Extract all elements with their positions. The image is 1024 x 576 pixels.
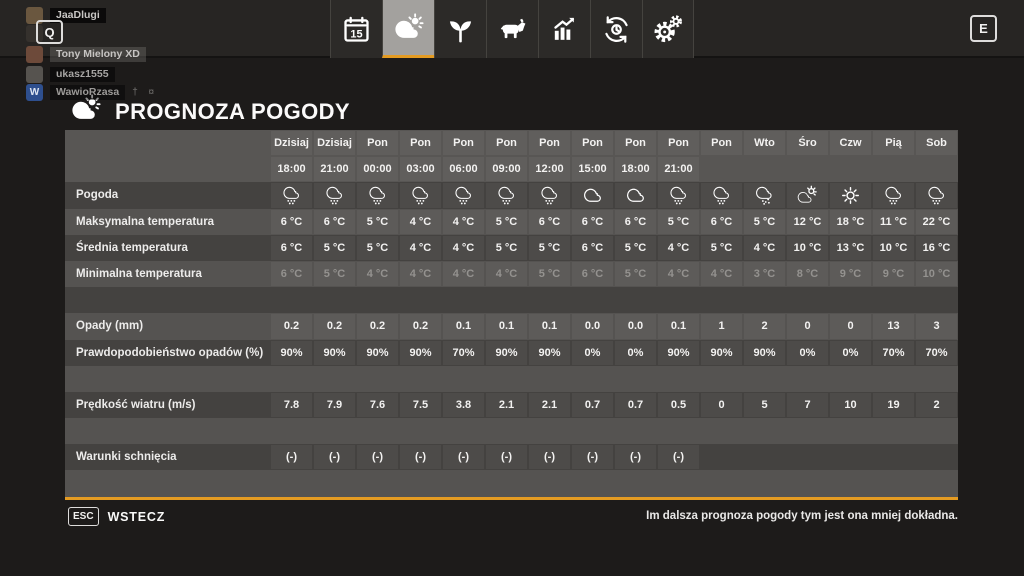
col-day-header: Sob [916, 131, 957, 155]
forecast-row-precipitation-probability [65, 340, 958, 366]
weather-icon [393, 12, 425, 44]
avg-temp-cell: 6 °C [572, 236, 613, 260]
col-day-header: Pią [873, 131, 914, 155]
precipitation-cell: 0 [787, 314, 828, 338]
col-time-header: 03:00 [400, 157, 441, 181]
player-avatar: W [26, 84, 43, 101]
wind-speed-cell: 2.1 [486, 393, 527, 417]
max-temp-cell: 5 °C [744, 210, 785, 234]
day-header-row [65, 130, 958, 156]
drying-conditions-cell [873, 445, 914, 469]
player-status-icons: † ¤ [132, 86, 159, 98]
max-temp-cell: 6 °C [271, 210, 312, 234]
tab-calendar[interactable] [330, 0, 382, 58]
avg-temp-cell: 5 °C [701, 236, 742, 260]
precipitation-cell: 0 [830, 314, 871, 338]
drying-conditions-cell: (-) [486, 445, 527, 469]
drying-conditions-cell [744, 445, 785, 469]
player-name: ukasz1555 [50, 67, 115, 82]
wind-speed-cell: 7.6 [357, 393, 398, 417]
row-label: Prędkość wiatru (m/s) [76, 398, 196, 411]
precipitation-cell: 0.1 [443, 314, 484, 338]
col-time-header [744, 157, 785, 181]
back-label: WSTECZ [107, 509, 166, 524]
tab-animals[interactable] [486, 0, 538, 58]
forecast-row-drying-conditions [65, 444, 958, 470]
col-day-header: Wto [744, 131, 785, 155]
avg-temp-cell: 4 °C [658, 236, 699, 260]
avg-temp-cell: 13 °C [830, 236, 871, 260]
drying-conditions-cell: (-) [400, 445, 441, 469]
min-temp-cell: 10 °C [916, 262, 957, 286]
precipitation-cell: 3 [916, 314, 957, 338]
precipitation-probability-cell: 70% [916, 341, 957, 365]
precipitation-probability-cell: 70% [873, 341, 914, 365]
wind-speed-cell: 7.8 [271, 393, 312, 417]
player-row [26, 65, 115, 83]
row-label [65, 470, 270, 497]
precipitation-cell: 1 [701, 314, 742, 338]
drying-conditions-cell: (-) [572, 445, 613, 469]
player-avatar [26, 46, 43, 63]
drying-conditions-cell: (-) [443, 445, 484, 469]
drying-conditions-cell: (-) [615, 445, 656, 469]
col-time-header [830, 157, 871, 181]
col-day-header: Pon [701, 131, 742, 155]
player-avatar [26, 66, 43, 83]
rain-icon [916, 183, 957, 207]
precipitation-cell: 0.1 [529, 314, 570, 338]
tab-statistics[interactable] [538, 0, 590, 58]
drying-conditions-cell [916, 445, 957, 469]
drying-conditions-cell: (-) [314, 445, 355, 469]
help-key-button[interactable] [970, 15, 997, 42]
min-temp-cell: 6 °C [271, 262, 312, 286]
col-time-header: 18:00 [271, 157, 312, 181]
tab-weather[interactable] [382, 0, 434, 58]
rain-icon [529, 183, 570, 207]
precipitation-probability-cell: 90% [486, 341, 527, 365]
precipitation-cell: 0.1 [486, 314, 527, 338]
wind-speed-cell: 7.9 [314, 393, 355, 417]
forecast-table [65, 130, 958, 497]
min-temp-cell: 6 °C [572, 262, 613, 286]
production-icon [601, 14, 632, 45]
rain-icon [486, 183, 527, 207]
row-label [65, 156, 270, 182]
wind-speed-cell: 2.1 [529, 393, 570, 417]
settings-icon [652, 13, 684, 45]
precipitation-probability-cell: 90% [357, 341, 398, 365]
avg-temp-cell: 10 °C [787, 236, 828, 260]
precipitation-probability-cell: 0% [615, 341, 656, 365]
col-day-header: Pon [615, 131, 656, 155]
rain-icon [443, 183, 484, 207]
precipitation-cell: 0.2 [314, 314, 355, 338]
precipitation-probability-cell: 0% [572, 341, 613, 365]
precipitation-probability-cell: 90% [529, 341, 570, 365]
col-day-header: Pon [572, 131, 613, 155]
col-day-header: Pon [443, 131, 484, 155]
wind-speed-cell: 19 [873, 393, 914, 417]
precipitation-probability-cell: 90% [400, 341, 441, 365]
precipitation-cell: 0.2 [271, 314, 312, 338]
avg-temp-cell: 16 °C [916, 236, 957, 260]
page-title: PROGNOZA POGODY [115, 98, 350, 124]
max-temp-cell: 6 °C [615, 210, 656, 234]
avg-temp-cell: 5 °C [615, 236, 656, 260]
max-temp-cell: 6 °C [701, 210, 742, 234]
drying-conditions-cell: (-) [271, 445, 312, 469]
max-temp-cell: 5 °C [357, 210, 398, 234]
min-temp-cell: 5 °C [615, 262, 656, 286]
precipitation-cell: 2 [744, 314, 785, 338]
avg-temp-cell: 5 °C [314, 236, 355, 260]
statistics-icon [549, 14, 580, 45]
tab-settings[interactable] [642, 0, 694, 58]
wind-speed-cell: 0.7 [615, 393, 656, 417]
precipitation-probability-cell: 0% [787, 341, 828, 365]
tab-production[interactable] [590, 0, 642, 58]
chat-key[interactable]: Q [36, 20, 63, 44]
row-label: Średnia temperatura [76, 241, 188, 254]
row-label [65, 418, 270, 444]
drying-conditions-cell: (-) [658, 445, 699, 469]
min-temp-cell: 4 °C [443, 262, 484, 286]
tab-plants[interactable] [434, 0, 486, 58]
cloudy-icon [615, 183, 656, 207]
col-day-header: Dzisiaj [314, 131, 355, 155]
drying-conditions-cell: (-) [357, 445, 398, 469]
precipitation-probability-cell: 70% [443, 341, 484, 365]
col-time-header: 09:00 [486, 157, 527, 181]
wind-speed-cell: 5 [744, 393, 785, 417]
row-label: Pogoda [76, 189, 119, 202]
max-temp-cell: 5 °C [658, 210, 699, 234]
forecast-row-spacer-3 [65, 418, 958, 444]
max-temp-cell: 12 °C [787, 210, 828, 234]
drying-conditions-cell [830, 445, 871, 469]
col-day-header: Śro [787, 131, 828, 155]
col-time-header: 18:00 [615, 157, 656, 181]
precipitation-cell: 0.0 [572, 314, 613, 338]
col-time-header: 15:00 [572, 157, 613, 181]
col-time-header: 21:00 [658, 157, 699, 181]
table-accent-line [65, 497, 958, 500]
col-day-header: Pon [400, 131, 441, 155]
rain-icon [658, 183, 699, 207]
max-temp-cell: 6 °C [529, 210, 570, 234]
wind-speed-cell: 0.7 [572, 393, 613, 417]
precipitation-cell: 0.1 [658, 314, 699, 338]
min-temp-cell: 4 °C [357, 262, 398, 286]
avg-temp-cell: 6 °C [271, 236, 312, 260]
row-label [65, 287, 270, 313]
max-temp-cell: 6 °C [572, 210, 613, 234]
rain-icon [314, 183, 355, 207]
wind-speed-cell: 3.8 [443, 393, 484, 417]
forecast-accuracy-note: Im dalsza prognoza pogody tym jest ona mniej dokładna. [646, 510, 958, 522]
col-time-header: 21:00 [314, 157, 355, 181]
row-label: Opady (mm) [76, 320, 144, 333]
col-time-header [787, 157, 828, 181]
menu-tabs [330, 0, 694, 58]
col-day-header: Pon [529, 131, 570, 155]
avg-temp-cell: 4 °C [744, 236, 785, 260]
animals-icon [496, 13, 529, 46]
col-day-header: Dzisiaj [271, 131, 312, 155]
avg-temp-cell: 5 °C [486, 236, 527, 260]
min-temp-cell: 9 °C [830, 262, 871, 286]
forecast-row-max-temp [65, 209, 958, 235]
col-time-header [701, 157, 742, 181]
snow-icon [744, 183, 785, 207]
calendar-icon [341, 14, 372, 45]
forecast-row-weather [65, 182, 958, 208]
col-time-header: 06:00 [443, 157, 484, 181]
row-label: Minimalna temperatura [76, 268, 202, 281]
col-time-header [873, 157, 914, 181]
wind-speed-cell: 7 [787, 393, 828, 417]
row-label [65, 366, 270, 392]
drying-conditions-cell [787, 445, 828, 469]
back-button[interactable] [68, 507, 165, 526]
forecast-row-spacer-4 [65, 470, 958, 497]
precipitation-probability-cell: 90% [701, 341, 742, 365]
rain-icon [357, 183, 398, 207]
avg-temp-cell: 4 °C [443, 236, 484, 260]
cloudy-icon [572, 183, 613, 207]
forecast-row-min-temp [65, 261, 958, 287]
player-row [26, 45, 146, 63]
avg-temp-cell: 4 °C [400, 236, 441, 260]
svg-text:15: 15 [350, 27, 363, 40]
min-temp-cell: 5 °C [529, 262, 570, 286]
wind-speed-cell: 7.5 [400, 393, 441, 417]
forecast-row-avg-temp [65, 235, 958, 261]
rain-icon [271, 183, 312, 207]
min-temp-cell: 4 °C [400, 262, 441, 286]
forecast-row-spacer-2 [65, 366, 958, 392]
col-time-header: 12:00 [529, 157, 570, 181]
forecast-row-spacer-1 [65, 287, 958, 313]
esc-key[interactable]: ESC [68, 507, 99, 526]
col-day-header: Czw [830, 131, 871, 155]
min-temp-cell: 4 °C [658, 262, 699, 286]
forecast-row-precipitation [65, 313, 958, 339]
min-temp-cell: 5 °C [314, 262, 355, 286]
row-label [65, 130, 270, 156]
col-time-header [916, 157, 957, 181]
max-temp-cell: 18 °C [830, 210, 871, 234]
rain-icon [400, 183, 441, 207]
avg-temp-cell: 10 °C [873, 236, 914, 260]
precipitation-probability-cell: 0% [830, 341, 871, 365]
min-temp-cell: 4 °C [701, 262, 742, 286]
wind-speed-cell: 10 [830, 393, 871, 417]
wind-speed-cell: 0 [701, 393, 742, 417]
time-header-row [65, 156, 958, 182]
partly-cloudy-icon [787, 183, 828, 207]
precipitation-probability-cell: 90% [314, 341, 355, 365]
precipitation-probability-cell: 90% [658, 341, 699, 365]
precipitation-cell: 0.2 [400, 314, 441, 338]
col-day-header: Pon [357, 131, 398, 155]
forecast-row-wind-speed [65, 392, 958, 418]
precipitation-cell: 0.0 [615, 314, 656, 338]
drying-conditions-cell [701, 445, 742, 469]
row-label: Warunki schnięcia [76, 451, 177, 464]
top-menu-bar [0, 0, 1024, 58]
help-key-label: E [979, 21, 988, 36]
max-temp-cell: 6 °C [314, 210, 355, 234]
player-row [26, 83, 158, 101]
drying-conditions-cell: (-) [529, 445, 570, 469]
min-temp-cell: 4 °C [486, 262, 527, 286]
precipitation-probability-cell: 90% [744, 341, 785, 365]
wind-speed-cell: 2 [916, 393, 957, 417]
precipitation-cell: 13 [873, 314, 914, 338]
col-time-header: 00:00 [357, 157, 398, 181]
player-name: JaaDlugi [50, 8, 106, 23]
max-temp-cell: 11 °C [873, 210, 914, 234]
wind-speed-cell: 0.5 [658, 393, 699, 417]
max-temp-cell: 5 °C [486, 210, 527, 234]
rain-icon [873, 183, 914, 207]
min-temp-cell: 3 °C [744, 262, 785, 286]
min-temp-cell: 9 °C [873, 262, 914, 286]
avg-temp-cell: 5 °C [529, 236, 570, 260]
avg-temp-cell: 5 °C [357, 236, 398, 260]
precipitation-probability-cell: 90% [271, 341, 312, 365]
col-day-header: Pon [658, 131, 699, 155]
min-temp-cell: 8 °C [787, 262, 828, 286]
plants-icon [445, 14, 476, 45]
row-label: Prawdopodobieństwo opadów (%) [76, 346, 264, 359]
sunny-icon [830, 183, 871, 207]
player-name: Tony Mielony XD [50, 47, 146, 62]
max-temp-cell: 22 °C [916, 210, 957, 234]
player-name: WawioRzasa [50, 85, 125, 100]
rain-icon [701, 183, 742, 207]
max-temp-cell: 4 °C [443, 210, 484, 234]
max-temp-cell: 4 °C [400, 210, 441, 234]
row-label: Maksymalna temperatura [76, 215, 215, 228]
col-day-header: Pon [486, 131, 527, 155]
precipitation-cell: 0.2 [357, 314, 398, 338]
